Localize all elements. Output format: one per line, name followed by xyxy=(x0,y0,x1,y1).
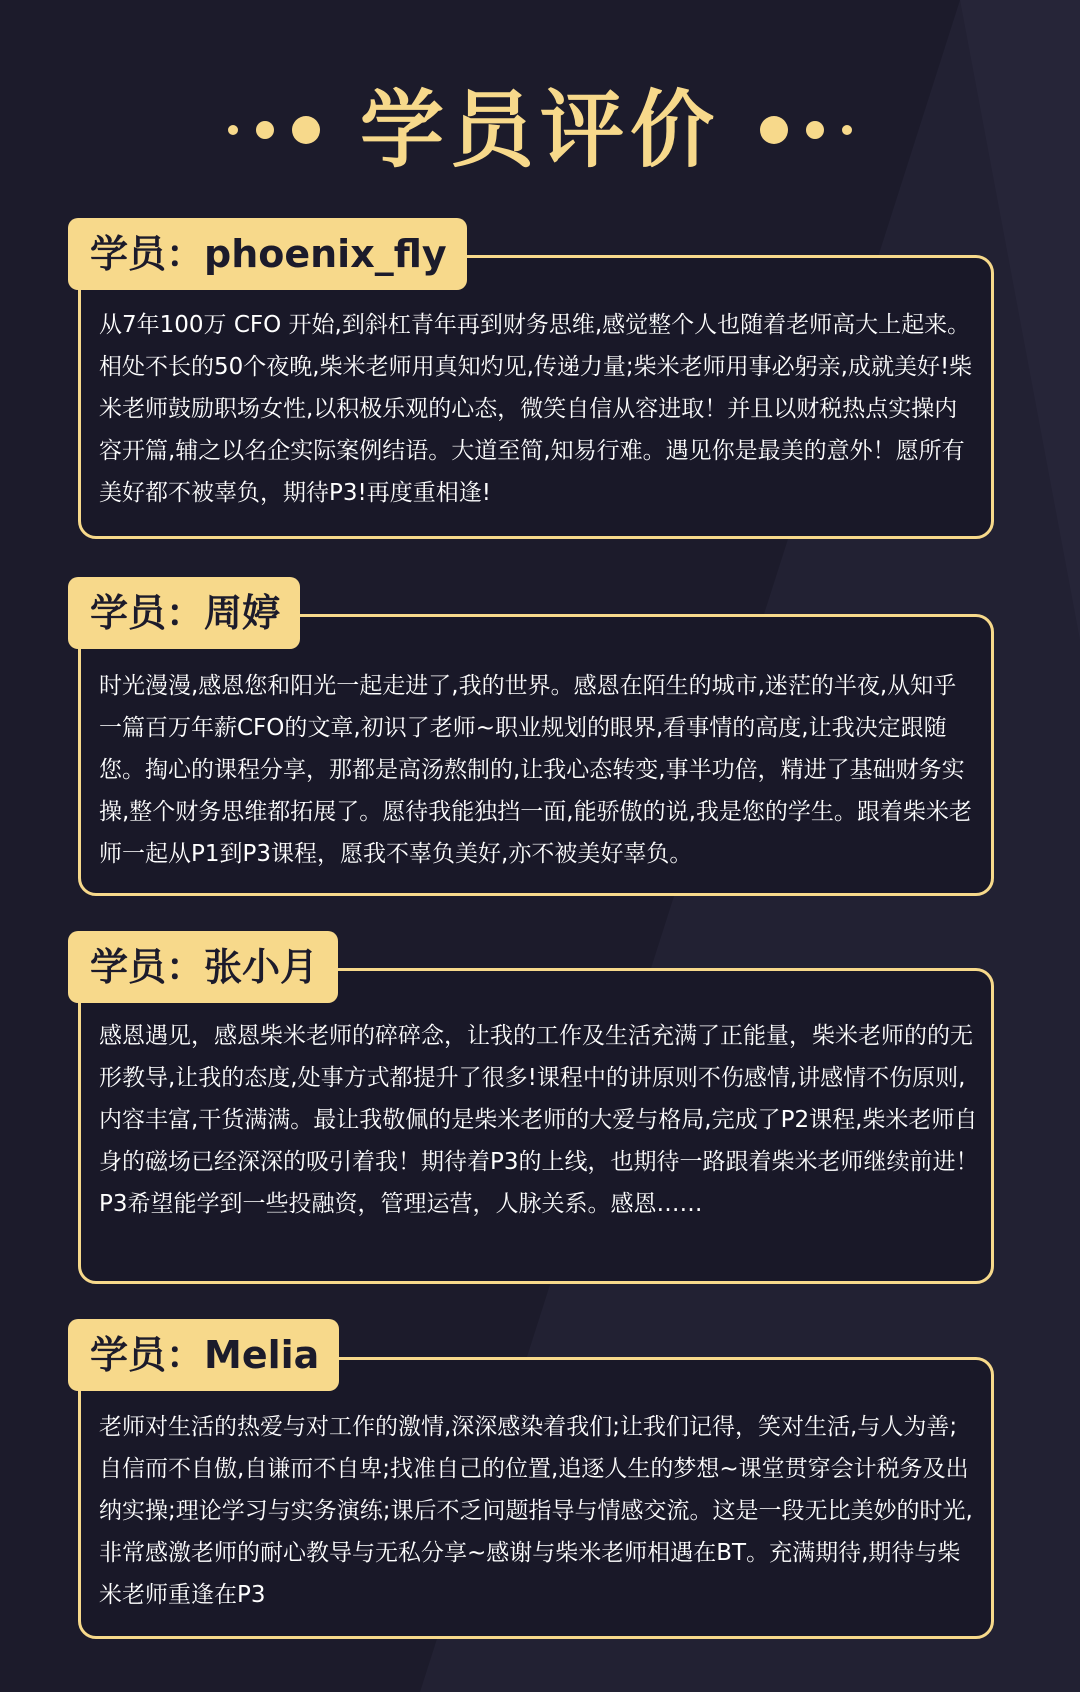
review-card xyxy=(78,614,994,896)
page-header xyxy=(0,70,1080,190)
page-title: 学员评价 xyxy=(359,81,720,179)
dot-icon xyxy=(806,121,824,139)
review-text: 从7年100万 CFO 开始,到斜杠青年再到财务思维,感觉整个人也随着老师高大上起来。相处不长的50个夜晚,柴米老师用真知灼见,传递力量;柴米老师用事必躬亲,成就美好!柴米老师鼓励职场女性,以积极乐观的心态，微笑自信从容进取！并且以财税热点实操内容开篇,辅之以名企实际案例结语。大道至简,知易行难。遇见你是最美的意外！愿所有美好都不被辜负，期待P3!再度重相逢! xyxy=(99,312,973,506)
student-name-label: 学员：周婷 xyxy=(68,577,300,649)
dot-icon xyxy=(292,116,320,144)
dot-icon xyxy=(228,125,238,135)
student-name-label: 学员：Melia xyxy=(68,1319,339,1391)
left-dots-decoration xyxy=(228,116,320,144)
student-name-label: 学员：张小月 xyxy=(68,931,338,1003)
right-dots-decoration xyxy=(760,116,852,144)
review-card xyxy=(78,1357,994,1639)
student-name-label: 学员：phoenix_fly xyxy=(68,218,467,290)
dot-icon xyxy=(760,116,788,144)
review-text: 感恩遇见，感恩柴米老师的碎碎念，让我的工作及生活充满了正能量，柴米老师的的无形教导,让我的态度,处事方式都提升了很多!课程中的讲原则不伤感情,讲感情不伤原则,内容丰富,干货满满。最让我敬佩的是柴米老师的大爱与格局,完成了P2课程,柴米老师自身的磁场已经深深的吸引着我！期待着P3的上线，也期待一路跟着柴米老师继续前进！P3希望能学到一些投融资，管理运营，人脉关系。感恩…… xyxy=(99,1023,979,1217)
dot-icon xyxy=(256,121,274,139)
review-card xyxy=(78,255,994,539)
dot-icon xyxy=(842,125,852,135)
review-card xyxy=(78,968,994,1284)
review-text: 老师对生活的热爱与对工作的激情,深深感染着我们;让我们记得，笑对生活,与人为善;自信而不自傲,自谦而不自卑;找准自己的位置,追逐人生的梦想~课堂贯穿会计税务及出纳实操;理论学习与实务演练;课后不乏问题指导与情感交流。这是一段无比美妙的时光,非常感激老师的耐心教导与无私分享~感谢与柴米老师相遇在BT。充满期待,期待与柴米老师重逢在P3 xyxy=(99,1414,973,1608)
review-text: 时光漫漫,感恩您和阳光一起走进了,我的世界。感恩在陌生的城市,迷茫的半夜,从知乎一篇百万年薪CFO的文章,初识了老师~职业规划的眼界,看事情的高度,让我决定跟随您。掏心的课程分享，那都是高汤熬制的,让我心态转变,事半功倍，精进了基础财务实操,整个财务思维都拓展了。愿待我能独挡一面,能骄傲的说,我是您的学生。跟着柴米老师一起从P1到P3课程，愿我不辜负美好,亦不被美好辜负。 xyxy=(99,673,972,867)
